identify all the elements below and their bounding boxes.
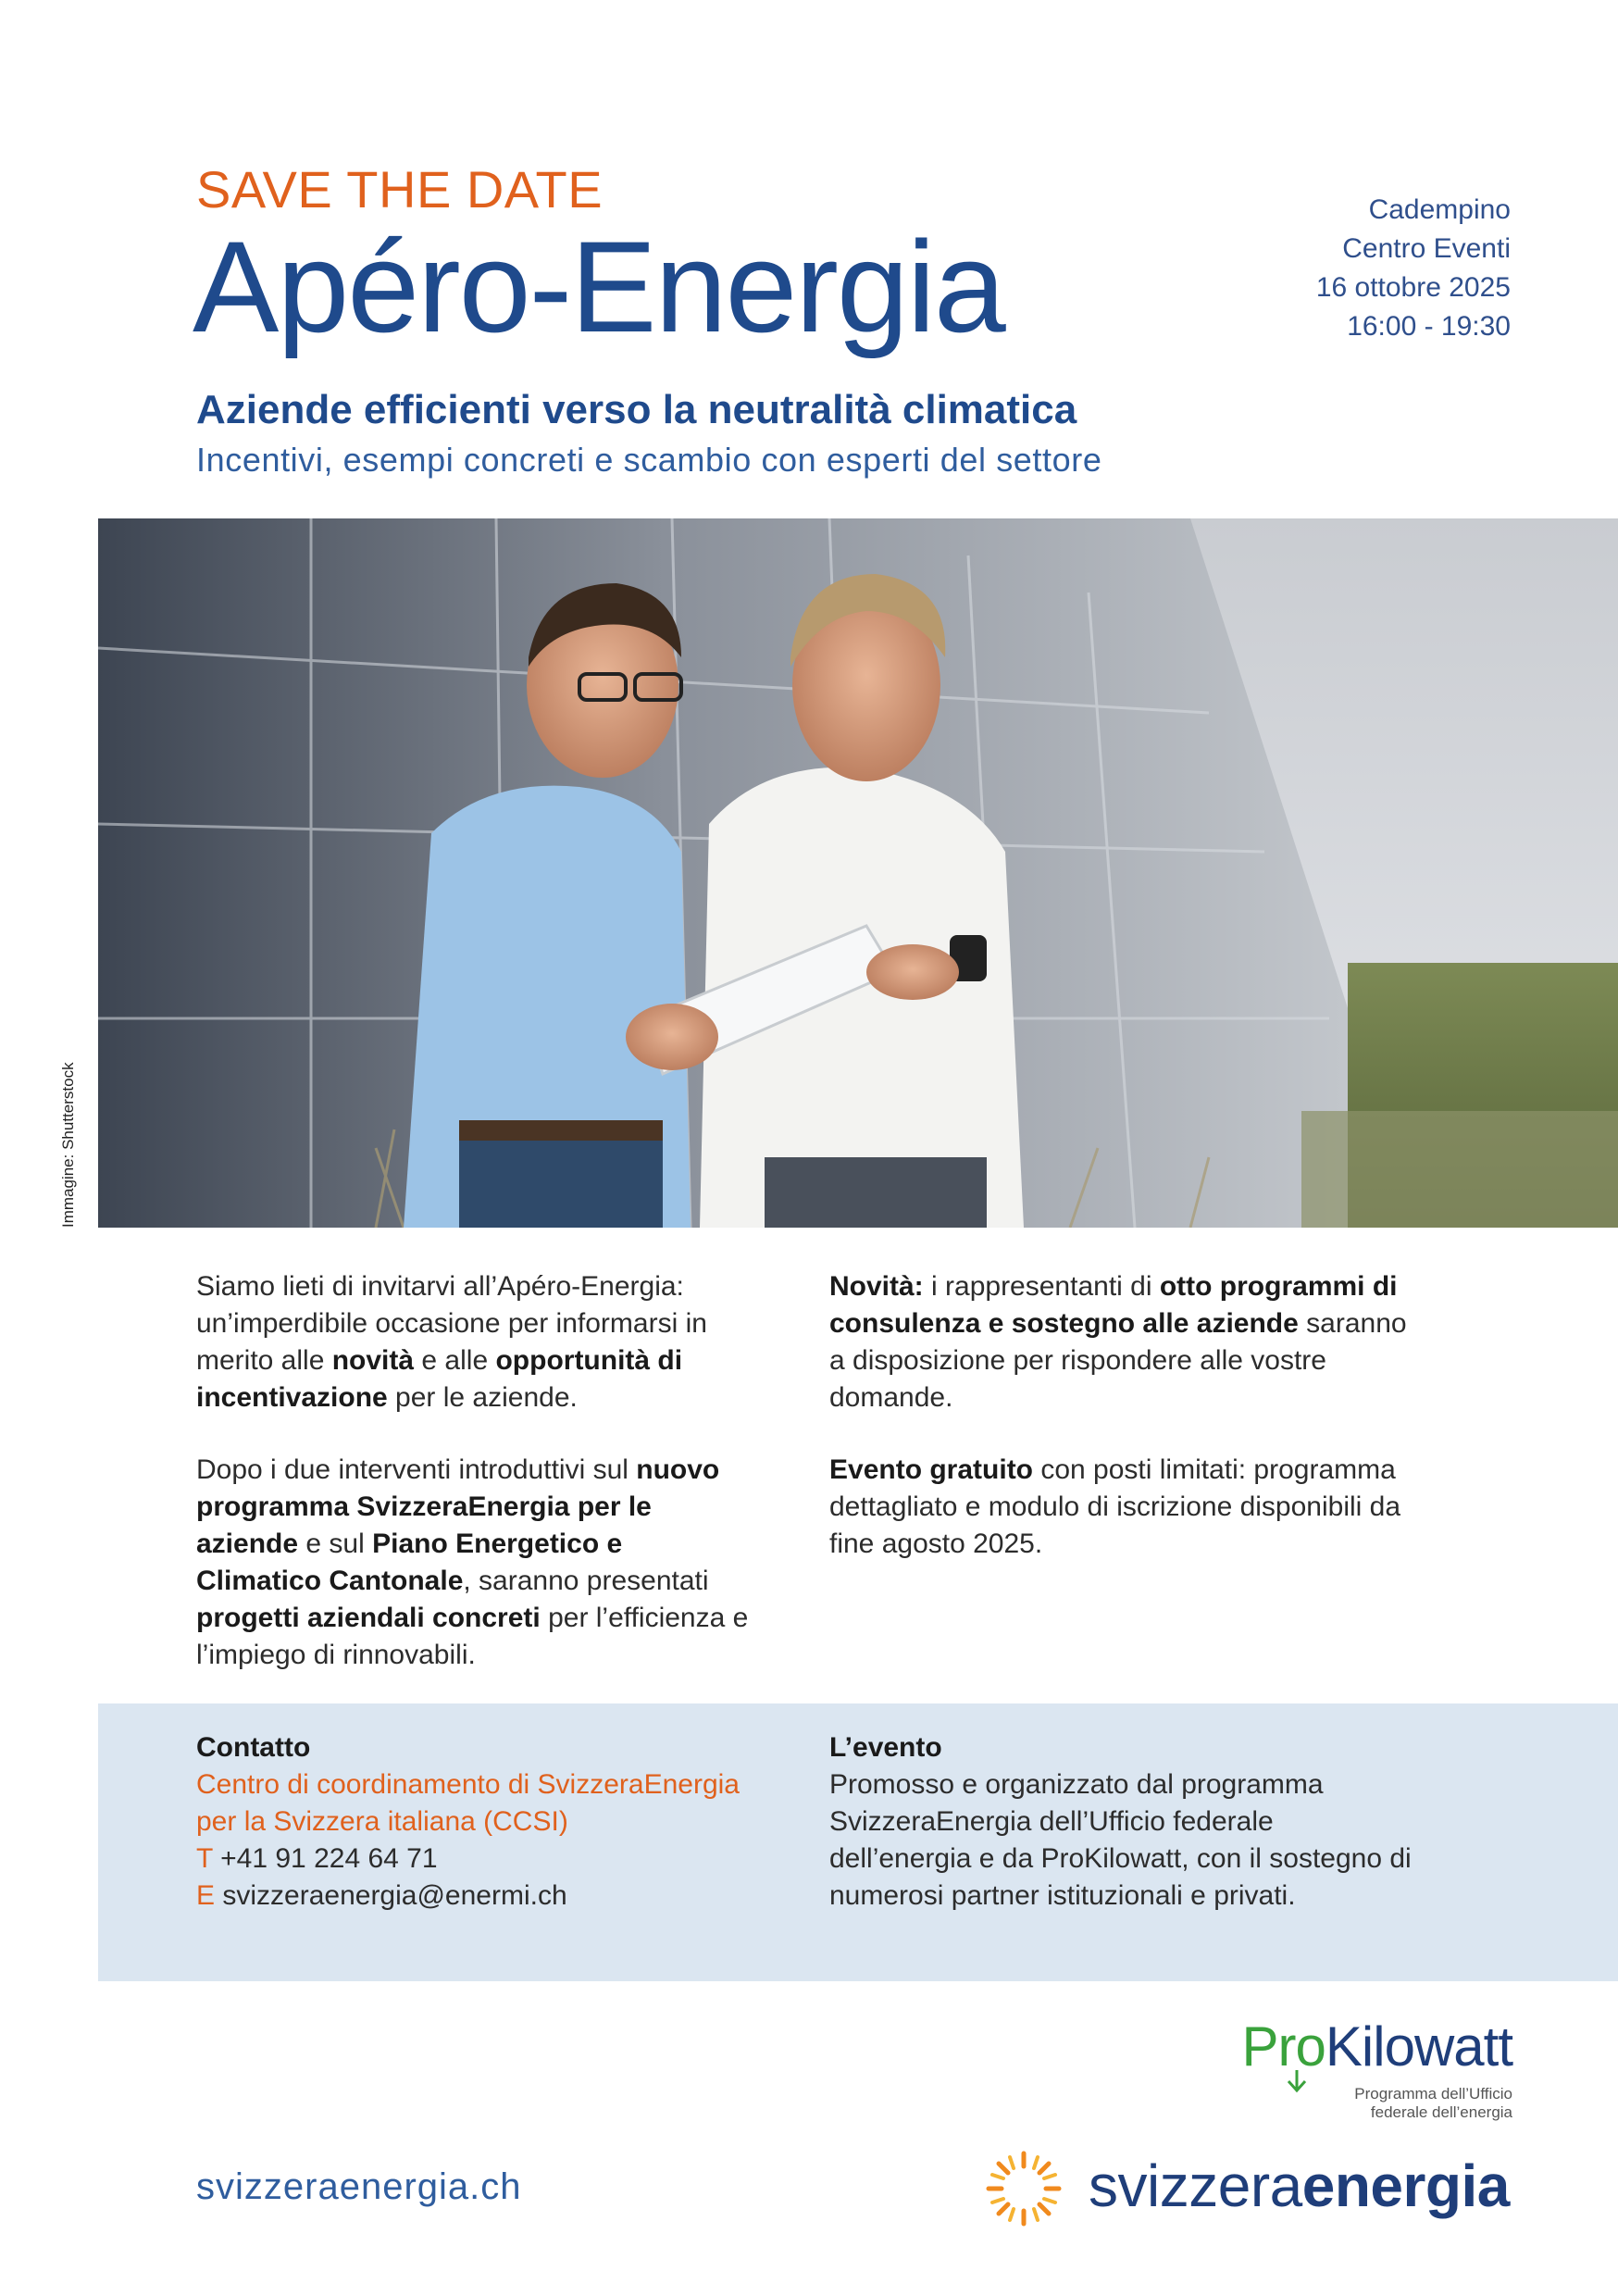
phone-label: T: [196, 1843, 213, 1874]
program-paragraph: [196, 1452, 752, 1674]
intro-column-right: [829, 1268, 1422, 1598]
prokilowatt-kilowatt: Kilowatt: [1325, 2015, 1512, 2078]
emphasis-text: Evento gratuito: [829, 1454, 1034, 1485]
emphasis-text: Piano Energetico e Climatico Cantonale: [196, 1529, 623, 1596]
body-text: i rappresentanti di: [923, 1271, 1160, 1302]
footer-url-link[interactable]: svizzeraenergia.ch: [196, 2166, 522, 2207]
body-text: per l’efficienza e l’impiego di rinnovabili.: [196, 1603, 749, 1670]
body-text: Dopo i due interventi introduttivi sul: [196, 1454, 637, 1485]
intro-column-left: [196, 1268, 752, 1709]
event-date: 16 ottobre 2025: [1315, 272, 1511, 303]
body-text: , saranno presentati: [463, 1566, 709, 1596]
emphasis-text: otto programmi di consulenza e sostegno alle aziende: [829, 1271, 1398, 1339]
emphasis-text: Novità:: [829, 1271, 924, 1302]
subline: Incentivi, esempi concreti e scambio con esperti del settore: [196, 441, 1102, 479]
logo-light-text: svizzera: [1089, 2152, 1302, 2219]
body-text: con posti limitati: programma dettagliato e modulo di iscrizione disponibili da fine agosto 2025.: [829, 1454, 1401, 1559]
emphasis-text: progetti aziendali concreti: [196, 1603, 541, 1633]
body-text: e alle: [414, 1345, 496, 1376]
svizzeraenergia-logo: [981, 2146, 1518, 2231]
emphasis-text: opportunità di incentivazione: [196, 1345, 683, 1413]
contact-email-row: [196, 1878, 770, 1915]
free-event-paragraph: [829, 1452, 1422, 1563]
page-title: Apéro-Energia: [193, 214, 1004, 359]
body-text: e sul: [298, 1529, 373, 1559]
event-venue: Centro Eventi: [1342, 233, 1511, 264]
prokilowatt-subtitle-line2: federale dell’energia: [1370, 2103, 1512, 2121]
emphasis-text: nuovo programma SvizzeraEnergia per le aziende: [196, 1454, 720, 1559]
svizzeraenergia-wordmark: [1089, 2152, 1510, 2220]
emphasis-text: novità: [331, 1345, 415, 1376]
save-the-date-label: SAVE THE DATE: [196, 160, 604, 218]
event-about-section: [829, 1729, 1422, 1915]
event-info: [1177, 191, 1511, 346]
contact-organization: Centro di coordinamento di SvizzeraEnergia per la Svizzera italiana (CCSI): [196, 1769, 740, 1837]
hero-photo: [98, 518, 1618, 1228]
body-text: Siamo lieti di invitarvi all’Apéro-Energia: un’imperdibile occasione per informarsi in merito alle: [196, 1271, 707, 1376]
contact-heading: Contatto: [196, 1732, 311, 1763]
sun-icon: [981, 2146, 1066, 2231]
logo-bold-text: energia: [1301, 2152, 1510, 2219]
photo-credit: Immagine: Shutterstock: [59, 1062, 77, 1228]
prokilowatt-pro: Pro: [1241, 2015, 1326, 2078]
prokilowatt-subtitle: [1354, 2085, 1512, 2122]
prokilowatt-arrow-icon: [1283, 2068, 1311, 2096]
body-text: saranno a disposizione per rispondere alle vostre domande.: [829, 1308, 1407, 1413]
novelty-paragraph: [829, 1268, 1422, 1416]
prokilowatt-subtitle-line1: Programma dell’Ufficio: [1354, 2085, 1512, 2103]
event-time: 16:00 - 19:30: [1347, 311, 1511, 342]
email-label: E: [196, 1880, 216, 1911]
intro-paragraph: [196, 1268, 752, 1416]
contact-phone-row: [196, 1841, 770, 1878]
event-place: Cadempino: [1368, 194, 1511, 225]
contact-email[interactable]: svizzeraenergia@enermi.ch: [222, 1880, 567, 1911]
prokilowatt-logo: [1226, 2015, 1512, 2121]
event-about-heading: L’evento: [829, 1732, 942, 1763]
contact-section: [196, 1729, 770, 1915]
subtitle: Aziende efficienti verso la neutralità climatica: [196, 387, 1077, 432]
event-about-text: Promosso e organizzato dal programma SvizzeraEnergia dell’Ufficio federale dell’energia e da ProKilowatt, con il sostegno di numerosi partner istituzionali e privati.: [829, 1769, 1412, 1911]
contact-phone[interactable]: +41 91 224 64 71: [220, 1843, 438, 1874]
body-text: per le aziende.: [387, 1382, 578, 1413]
